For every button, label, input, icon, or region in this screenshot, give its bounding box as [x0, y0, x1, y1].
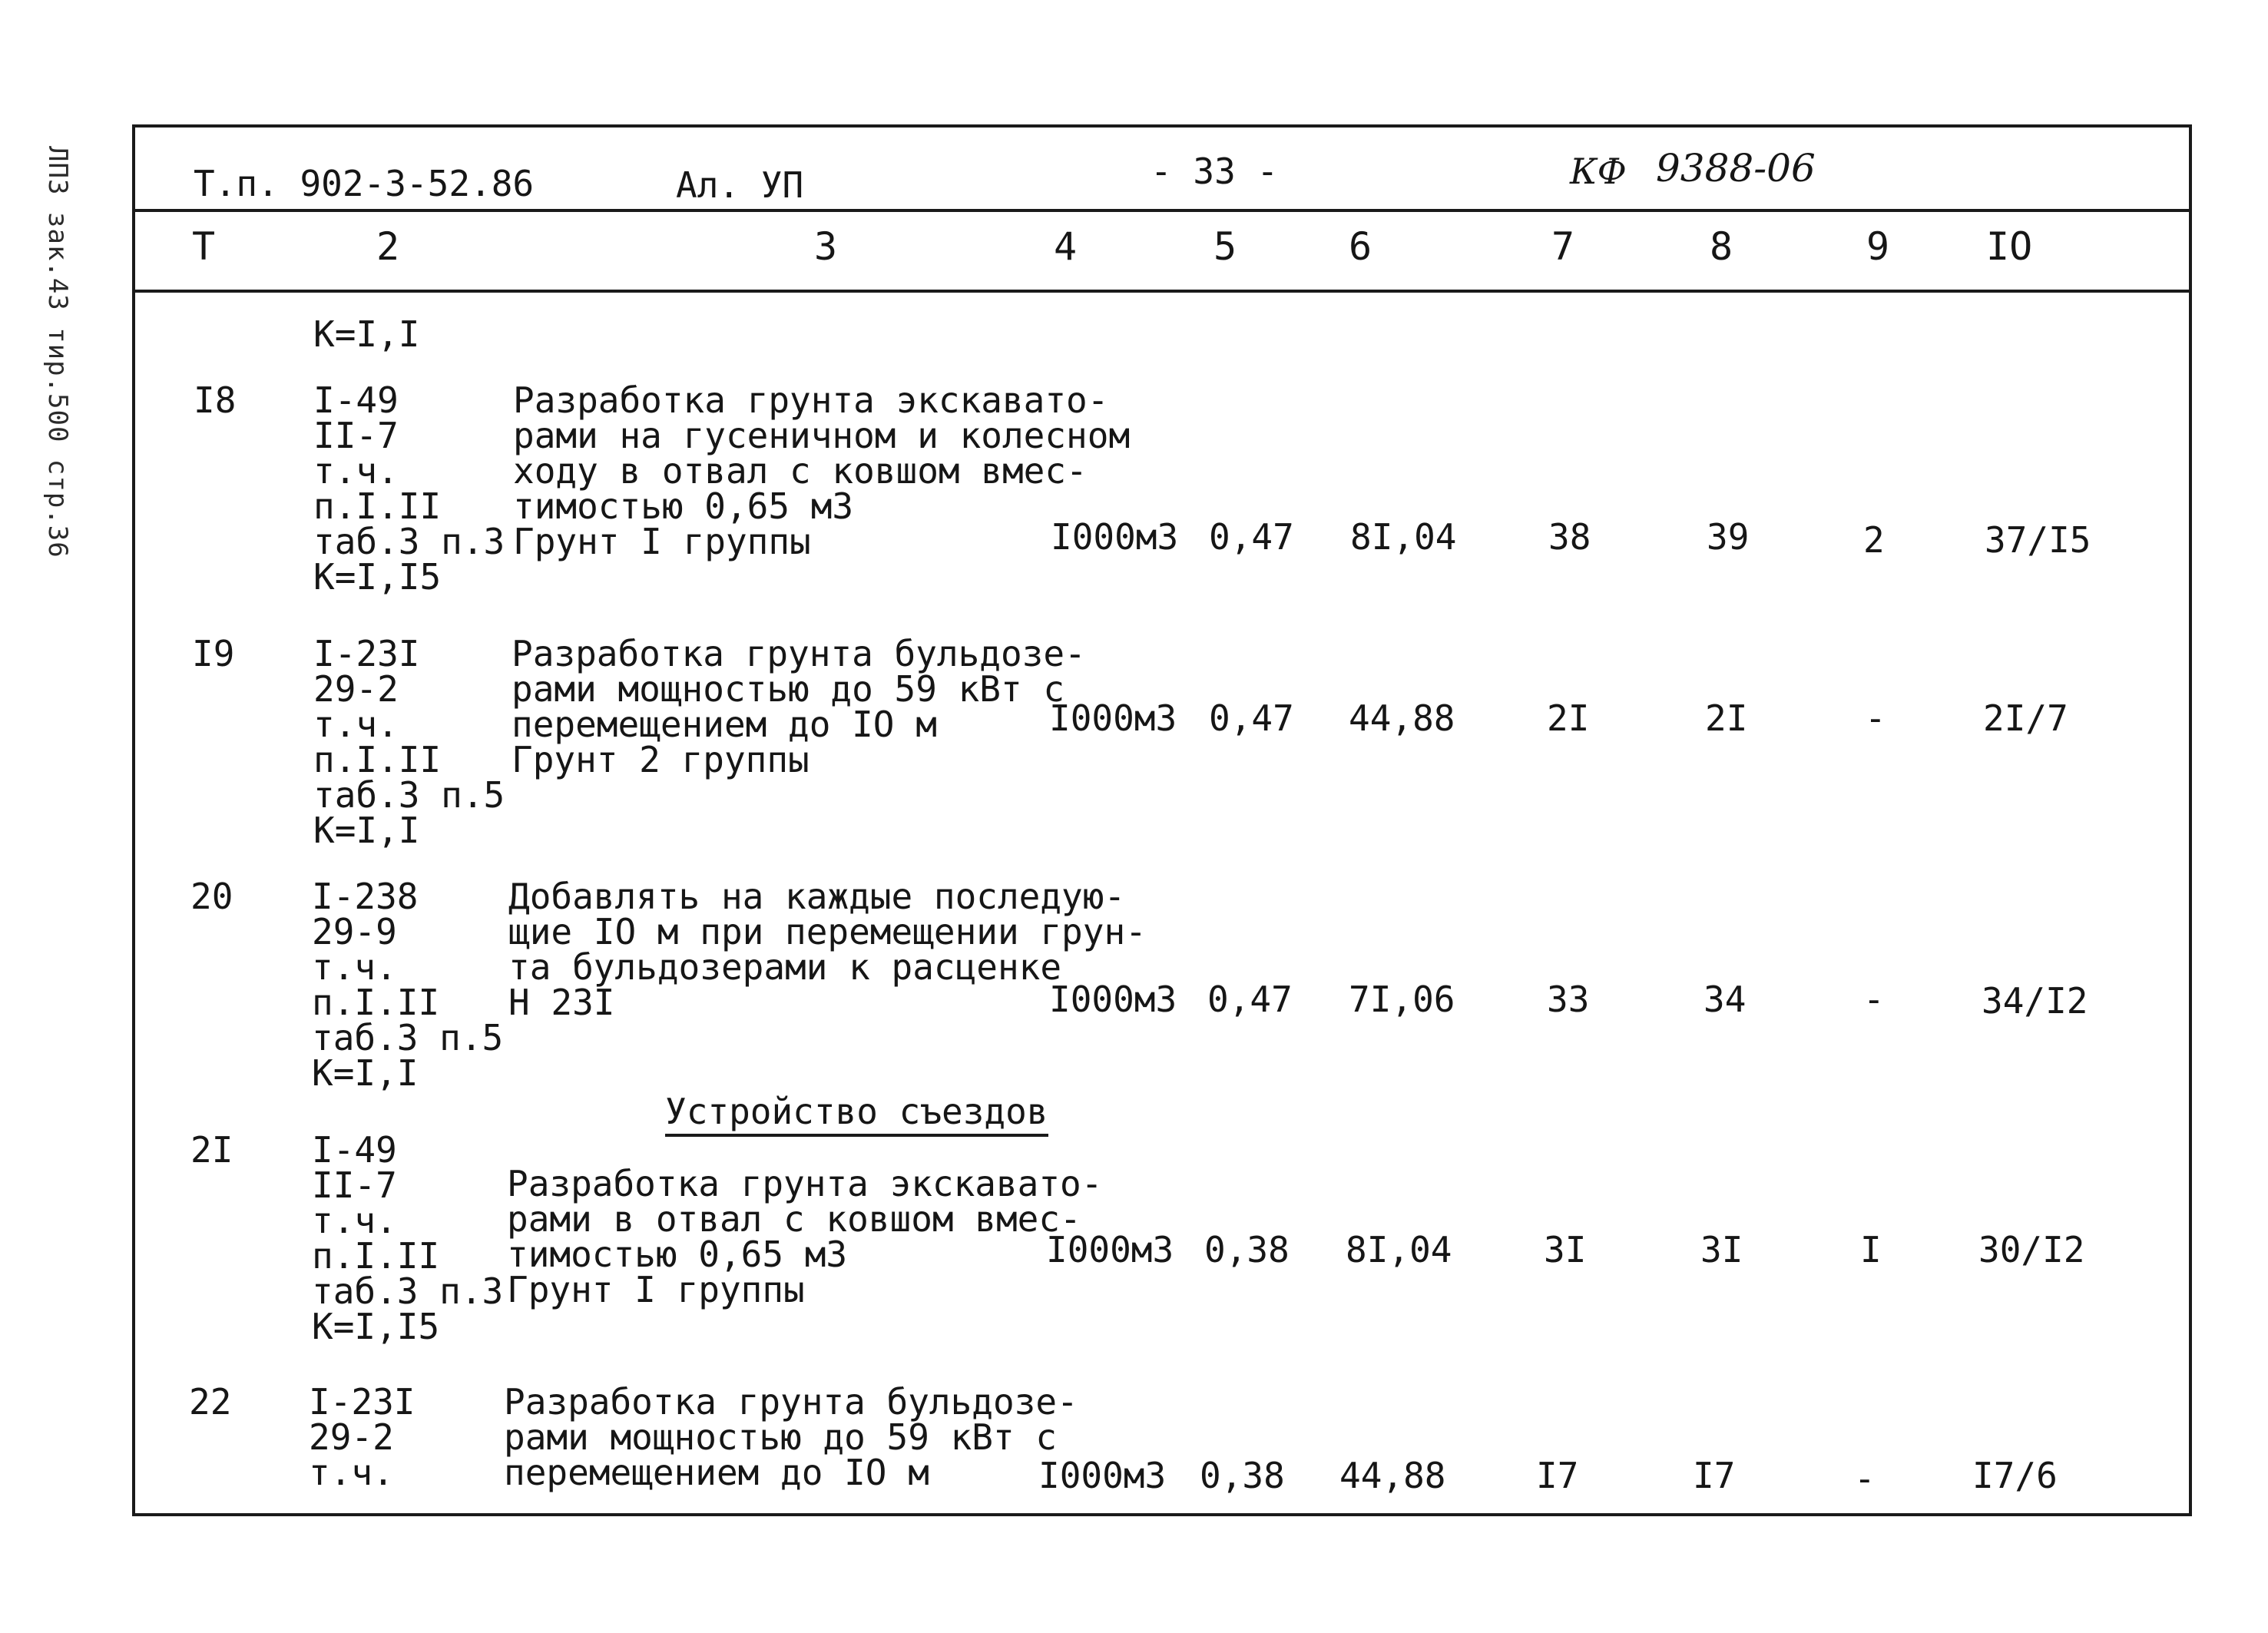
column-header-7: 7 [1551, 224, 1575, 269]
row-description: Разработка грунта экскавато- рами на гусеничном и колесном ходу в отвал с ковшом вмес- тимостью 0,65 м3 Грунт I группы [513, 379, 1131, 562]
row-quantity: 0,47 [1209, 697, 1294, 739]
row-col7: 2I [1547, 697, 1590, 739]
row-description: Добавлять на каждые последую- щие IO м при перемещении грун- та бульдозерами к расценке Н 23I [508, 876, 1147, 1023]
row-col9: - [1863, 979, 1885, 1020]
row-reference: I-49 II-7 т.ч. п.I.II таб.3 п.3 К=I,I5 [312, 1129, 504, 1347]
row-number: I8 [194, 379, 237, 421]
carry-coefficient: К=I,I [313, 313, 420, 355]
row-quantity: 0,38 [1204, 1229, 1290, 1270]
row-reference: I-23I 29-2 т.ч. [309, 1381, 416, 1493]
row-col8: 3I [1700, 1229, 1743, 1270]
row-description: Разработка грунта бульдозе- рами мощностью до 59 кВт с перемещением до IO м Грунт 2 группы [512, 633, 1086, 780]
column-header-2: 2 [376, 224, 400, 269]
row-description: Разработка грунта экскавато- рами в отвал с ковшом вмес- тимостью 0,65 м3 Грунт I группы [507, 1163, 1103, 1310]
column-header-4: 4 [1054, 224, 1078, 269]
row-reference: I-23I 29-2 т.ч. п.I.II таб.3 п.5 К=I,I [313, 633, 505, 851]
column-header-1: Т [192, 224, 216, 269]
row-col10: 37/I5 [1985, 519, 2091, 561]
row-col10: 30/I2 [1978, 1229, 2085, 1270]
section-title: Устройство съездов [665, 1094, 1048, 1137]
row-quantity: 0,47 [1209, 516, 1294, 558]
row-col7: 33 [1547, 979, 1590, 1020]
row-col7: 3I [1544, 1229, 1587, 1270]
row-reference: I-238 29-9 т.ч. п.I.II таб.3 п.5 К=I,I [312, 876, 504, 1094]
row-price: 44,88 [1349, 697, 1455, 739]
row-unit: I000м3 [1051, 516, 1179, 558]
side-stamp: ЛПЗ зак.43 тир.500 стр.36 [42, 146, 73, 558]
row-number: 2I [190, 1129, 233, 1171]
row-price: 8I,04 [1346, 1229, 1452, 1270]
column-header-5: 5 [1213, 224, 1237, 269]
column-header-10: IO [1986, 224, 2033, 269]
row-col10: I7/6 [1972, 1455, 2058, 1496]
column-header-divider [132, 290, 2192, 293]
row-col9: - [1854, 1458, 1876, 1499]
row-col10: 34/I2 [1982, 980, 2088, 1022]
row-col8: 2I [1705, 697, 1748, 739]
row-col10: 2I/7 [1983, 697, 2068, 739]
column-header-8: 8 [1710, 224, 1733, 269]
row-unit: I000м3 [1038, 1455, 1167, 1496]
project-number: Т.п. 902-3-52.86 [194, 163, 535, 204]
row-number: 22 [189, 1381, 232, 1423]
row-price: 7I,06 [1349, 979, 1455, 1020]
row-col8: I7 [1693, 1455, 1736, 1496]
album-number: Ал. УП [676, 164, 804, 206]
row-unit: I000м3 [1049, 697, 1177, 739]
row-col9: 2 [1863, 519, 1885, 561]
column-header-3: 3 [814, 224, 838, 269]
column-header-9: 9 [1866, 224, 1890, 269]
row-col7: 38 [1548, 516, 1591, 558]
row-unit: I000м3 [1046, 1229, 1174, 1270]
row-col8: 39 [1707, 516, 1750, 558]
row-number: I9 [192, 633, 235, 674]
row-unit: I000м3 [1049, 979, 1177, 1020]
page-number: - 33 - [1151, 151, 1279, 192]
code-number: 9388-06 [1656, 146, 1816, 190]
row-col9: - [1865, 697, 1886, 739]
row-quantity: 0,47 [1207, 979, 1293, 1020]
row-description: Разработка грунта бульдозе- рами мощностью до 59 кВт с перемещением до IO м [504, 1381, 1078, 1493]
row-col8: 34 [1703, 979, 1747, 1020]
row-quantity: 0,38 [1200, 1455, 1285, 1496]
row-reference: I-49 II-7 т.ч. п.I.II таб.3 п.3 К=I,I5 [313, 379, 505, 598]
code-prefix: КФ [1570, 151, 1627, 192]
row-price: 8I,04 [1350, 516, 1457, 558]
column-header-6: 6 [1349, 224, 1372, 269]
row-col9: I [1860, 1229, 1882, 1270]
row-number: 20 [190, 876, 233, 917]
row-col7: I7 [1536, 1455, 1579, 1496]
row-price: 44,88 [1339, 1455, 1446, 1496]
header-divider [132, 209, 2192, 212]
